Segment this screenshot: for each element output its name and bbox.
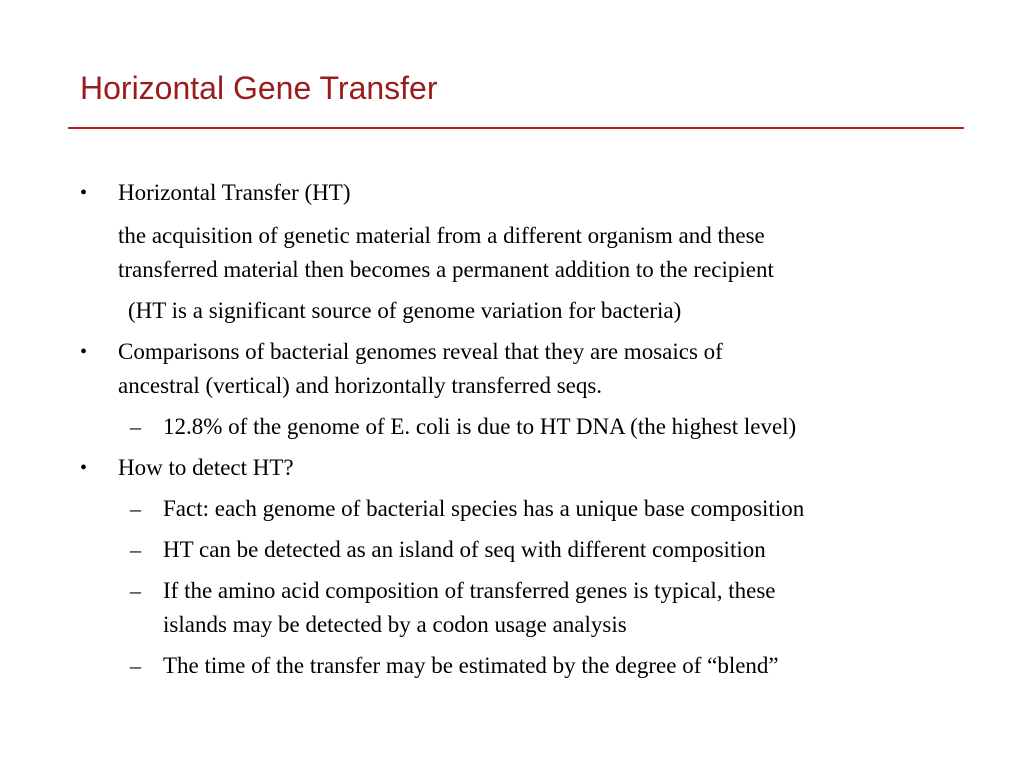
title-divider bbox=[68, 127, 964, 129]
slide-title: Horizontal Gene Transfer bbox=[80, 70, 438, 106]
bullet-1-detail-line-1: the acquisition of genetic material from a different organism and these bbox=[118, 223, 765, 248]
sub-bullet-codon-line-2: islands may be detected by a codon usage analysis bbox=[163, 612, 627, 637]
sub-bullet-blend: The time of the transfer may be estimated by the degree of “blend” bbox=[163, 653, 779, 678]
sub-bullet-marker: – bbox=[130, 414, 141, 439]
bullet-marker: • bbox=[80, 457, 88, 479]
sub-bullet-marker: – bbox=[130, 578, 141, 603]
sub-bullet-marker: – bbox=[130, 496, 141, 521]
bullet-marker: • bbox=[80, 341, 88, 363]
sub-bullet-island: HT can be detected as an island of seq with different composition bbox=[163, 537, 766, 562]
sub-bullet-marker: – bbox=[130, 537, 141, 562]
bullet-2-text-line-2: ancestral (vertical) and horizontally transferred seqs. bbox=[118, 373, 603, 398]
sub-bullet-ecoli: 12.8% of the genome of E. coli is due to HT DNA (the highest level) bbox=[163, 414, 797, 439]
bullet-1-detail-line-2: transferred material then becomes a permanent addition to the recipient bbox=[118, 257, 774, 282]
bullet-marker: • bbox=[80, 182, 88, 204]
sub-bullet-marker: – bbox=[130, 653, 141, 678]
sub-bullet-codon-line-1: If the amino acid composition of transferred genes is typical, these bbox=[163, 578, 776, 603]
bullet-2-text-line-1: Comparisons of bacterial genomes reveal that they are mosaics of bbox=[118, 339, 723, 364]
sub-bullet-fact: Fact: each genome of bacterial species has a unique base composition bbox=[163, 496, 805, 521]
bullet-1-text: Horizontal Transfer (HT) bbox=[118, 180, 351, 205]
bullet-3-text: How to detect HT? bbox=[118, 455, 294, 480]
bullet-1-note: (HT is a significant source of genome variation for bacteria) bbox=[128, 298, 682, 323]
